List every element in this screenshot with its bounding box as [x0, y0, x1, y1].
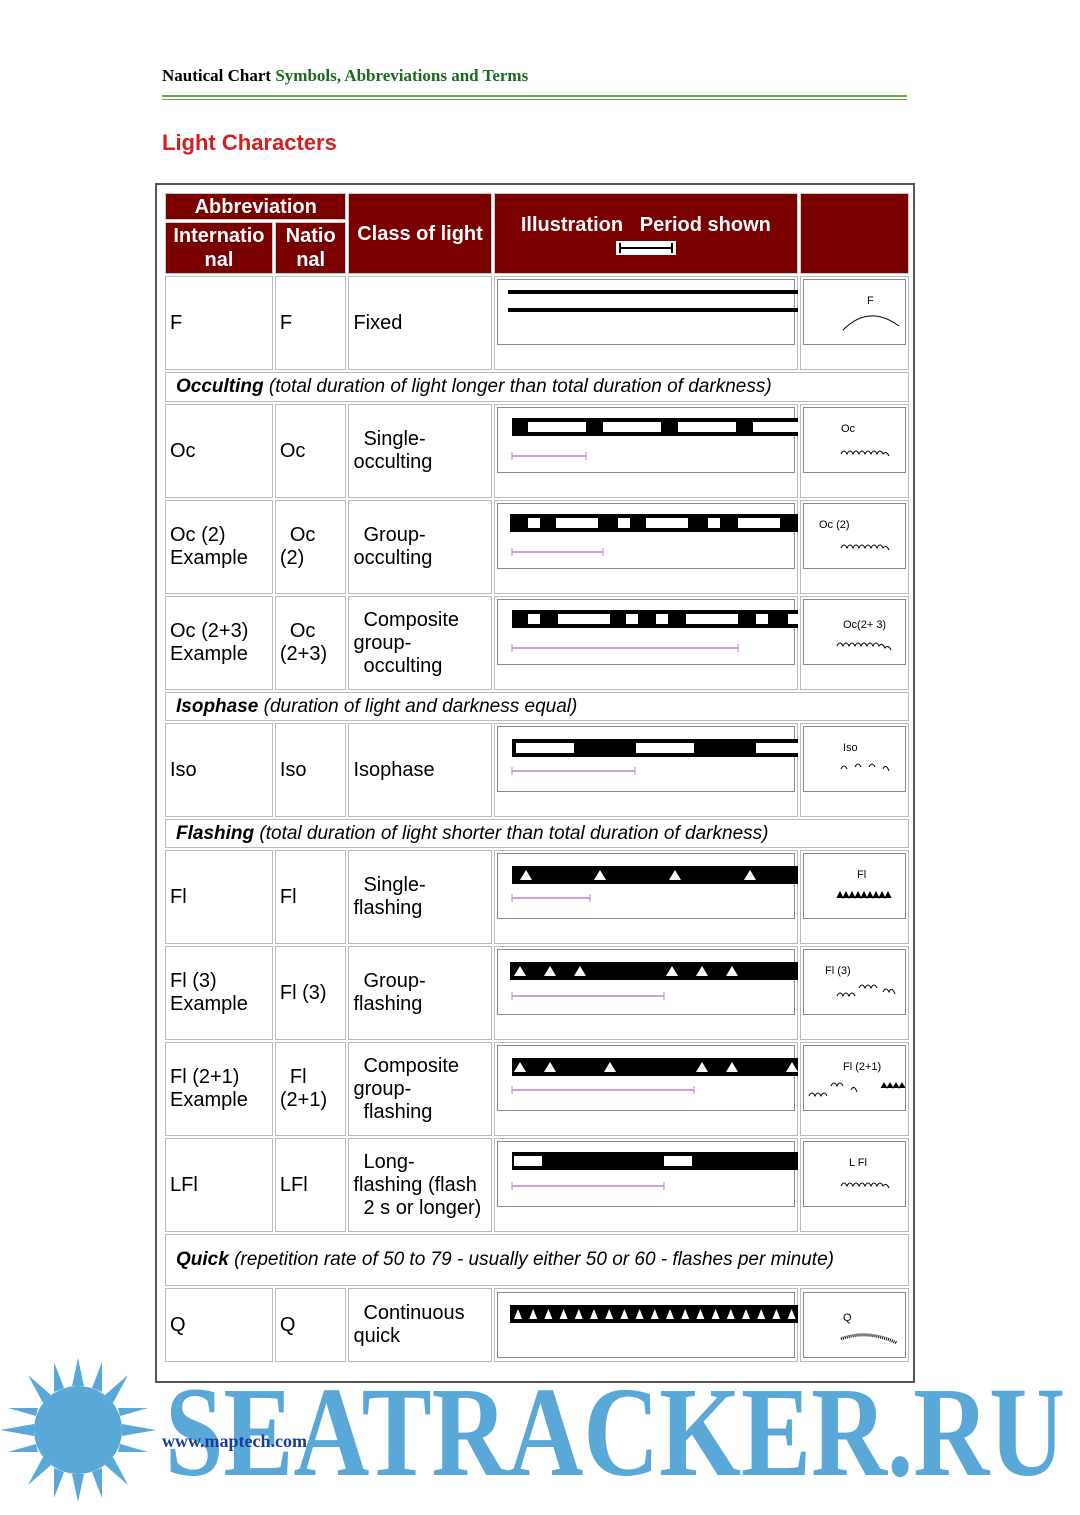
table-row: [165, 850, 909, 944]
svg-text:L Fl: L Fl: [848, 1157, 867, 1169]
light-class: Composite group- flashing: [348, 1042, 491, 1136]
light-class: Long- flashing (flash 2 s or longer): [348, 1138, 491, 1232]
chart-symbol-oc: [800, 404, 909, 498]
fl21-symbol-icon: [805, 1048, 905, 1108]
light-class: Single- flashing: [348, 850, 491, 944]
light-class: Composite group- occulting: [348, 596, 491, 690]
group-occulting-diagram: [498, 504, 798, 568]
table-row: [165, 1042, 909, 1136]
category-occulting: Occulting (total duration of light longer than total duration of darkness): [165, 372, 909, 402]
svg-text:Iso: Iso: [842, 742, 858, 754]
header-symbol: [800, 193, 909, 274]
seatracker-watermark: [0, 1355, 1080, 1515]
illustration-group-occulting: [494, 500, 798, 594]
intl-abbr: Q: [165, 1288, 273, 1362]
light-class: Group- flashing: [348, 946, 491, 1040]
svg-text:Oc: Oc: [840, 423, 855, 435]
svg-text:Fl (2+1): Fl (2+1): [842, 1061, 881, 1073]
illustration-single-flashing: [494, 850, 798, 944]
category-flashing: Flashing (total duration of light shorter than total duration of darkness): [165, 819, 909, 848]
section-title: Light Characters: [162, 130, 337, 155]
light-class: Continuous quick: [348, 1288, 491, 1362]
header-class-of-light: Class of light: [348, 193, 491, 274]
illustration-long-flashing: [494, 1138, 798, 1232]
svg-text:Oc(2+ 3): Oc(2+ 3): [842, 619, 886, 631]
illustration-group-flashing: [494, 946, 798, 1040]
q-symbol-icon: [805, 1295, 905, 1355]
light-characters-table: [163, 191, 911, 1364]
chart-symbol-oc23: [800, 596, 909, 690]
chart-symbol-fixed: [800, 276, 909, 370]
header-illustration: Illustration Period shown: [494, 193, 798, 274]
header-rule: [162, 95, 907, 97]
table-row: [165, 500, 909, 594]
table-row: [165, 723, 909, 817]
natl-abbr: Fl (2+1): [275, 1042, 347, 1136]
illustration-single-occulting: [494, 404, 798, 498]
category-isophase: Isophase (duration of light and darkness equal): [165, 692, 909, 721]
light-class: Single- occulting: [348, 404, 491, 498]
group-flashing-diagram: [498, 950, 798, 1014]
fl3-symbol-icon: [805, 952, 905, 1012]
light-class: Isophase: [348, 723, 491, 817]
svg-text:Oc (2): Oc (2): [818, 519, 850, 531]
chart-symbol-fl: [800, 850, 909, 944]
oc23-symbol-icon: [805, 602, 905, 662]
header-rule-thin: [162, 99, 907, 100]
light-characters-table-frame: [155, 183, 915, 1383]
document-header-title: Nautical Chart Symbols, Abbreviations and Terms: [162, 66, 529, 85]
quick-flashing-diagram: [498, 1293, 798, 1357]
intl-abbr: Iso: [165, 723, 273, 817]
category-quick: Quick (repetition rate of 50 to 79 - usually either 50 or 60 - flashes per minute): [165, 1234, 909, 1286]
occulting-diagram: [498, 408, 798, 472]
illustration-continuous-quick: [494, 1288, 798, 1362]
natl-abbr: Oc (2+3): [275, 596, 347, 690]
table-row: [165, 276, 909, 370]
chart-symbol-oc2: [800, 500, 909, 594]
natl-abbr: F: [275, 276, 347, 370]
fixed-light-diagram: [498, 280, 798, 344]
natl-abbr: Oc: [275, 404, 347, 498]
sun-burst-icon: [0, 1358, 156, 1502]
composite-flashing-diagram: [498, 1046, 798, 1110]
chart-symbol-fl21: [800, 1042, 909, 1136]
chart-symbol-iso: [800, 723, 909, 817]
svg-text:F: F: [866, 295, 874, 307]
natl-abbr: Fl (3): [275, 946, 347, 1040]
illustration-isophase: [494, 723, 798, 817]
chart-symbol-q: [800, 1288, 909, 1362]
period-bar-icon: [616, 241, 676, 255]
isophase-diagram: [498, 727, 798, 791]
intl-abbr: Oc: [165, 404, 273, 498]
intl-abbr: LFl: [165, 1138, 273, 1232]
intl-abbr: Fl (3) Example: [165, 946, 273, 1040]
oc2-symbol-icon: [805, 506, 905, 566]
watermark-text: SEATRACKER.RU: [165, 1361, 1065, 1503]
illustration-composite-group-occulting: [494, 596, 798, 690]
flashing-diagram: [498, 854, 798, 918]
natl-abbr: Fl: [275, 850, 347, 944]
long-flashing-diagram: [498, 1142, 798, 1206]
intl-abbr: F: [165, 276, 273, 370]
lfl-symbol-icon: [805, 1144, 905, 1204]
fl-symbol-icon: [805, 856, 905, 916]
table-row: [165, 404, 909, 498]
table-row: [165, 1138, 909, 1232]
natl-abbr: LFl: [275, 1138, 347, 1232]
composite-occulting-diagram: [498, 600, 798, 664]
intl-abbr: Oc (2+3) Example: [165, 596, 273, 690]
iso-symbol-icon: [805, 729, 905, 789]
intl-abbr: Oc (2) Example: [165, 500, 273, 594]
oc-symbol-icon: [805, 410, 905, 470]
fixed-symbol-icon: [805, 282, 905, 342]
header-abbreviation: Abbreviation: [165, 193, 346, 220]
table-row: [165, 1288, 909, 1362]
light-class: Group- occulting: [348, 500, 491, 594]
natl-abbr: Oc (2): [275, 500, 347, 594]
illustration-fixed: [494, 276, 798, 370]
chart-symbol-lfl: [800, 1138, 909, 1232]
footer-url: www.maptech.com: [162, 1431, 307, 1451]
illustration-composite-group-flashing: [494, 1042, 798, 1136]
header-international: International: [165, 222, 273, 274]
natl-abbr: Q: [275, 1288, 347, 1362]
svg-text:Q: Q: [842, 1312, 852, 1324]
intl-abbr: Fl: [165, 850, 273, 944]
intl-abbr: Fl (2+1) Example: [165, 1042, 273, 1136]
natl-abbr: Iso: [275, 723, 347, 817]
svg-text:Fl (3): Fl (3): [824, 965, 851, 977]
light-class: Fixed: [348, 276, 491, 370]
svg-text:Fl: Fl: [856, 869, 866, 881]
table-row: [165, 946, 909, 1040]
header-national: National: [275, 222, 347, 274]
table-row: [165, 596, 909, 690]
chart-symbol-fl3: [800, 946, 909, 1040]
